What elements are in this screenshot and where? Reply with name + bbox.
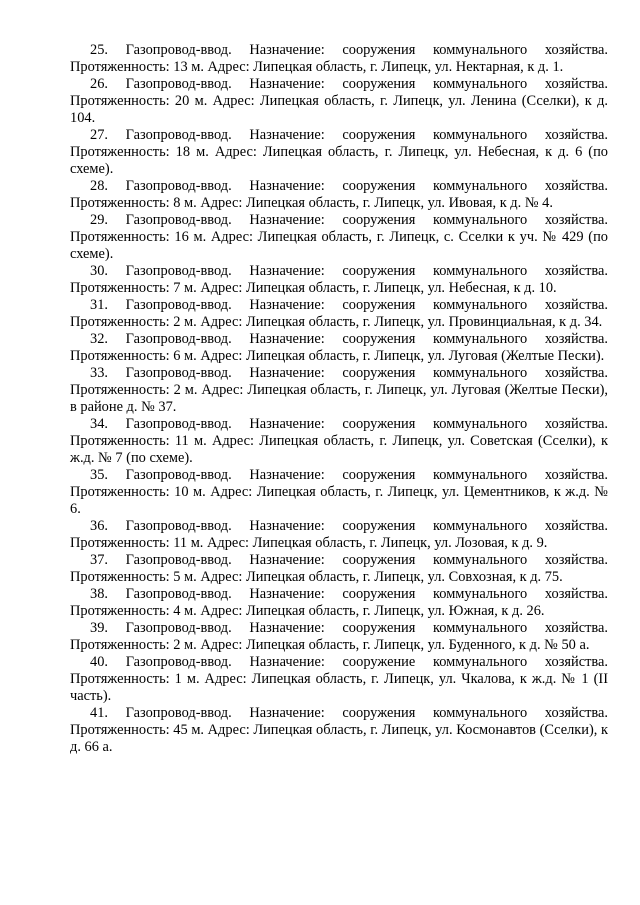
list-item: 25. Газопровод-ввод. Назначение: сооружения коммунального хозяйства. Протяженность: 13 м. Адрес: Липецкая область, г. Липецк, ул. Нектарная, к д. 1. <box>70 42 608 75</box>
list-item: 40. Газопровод-ввод. Назначение: сооружение коммунального хозяйства. Протяженность: 1 м. Адрес: Липецкая область, г. Липецк, ул. Чкалова, к ж.д. № 1 (II часть). <box>70 654 608 704</box>
list-item: 27. Газопровод-ввод. Назначение: сооружения коммунального хозяйства. Протяженность: 18 м. Адрес: Липецкая область, г. Липецк, ул. Небесная, к д. 6 (по схеме). <box>70 127 608 177</box>
list-item: 33. Газопровод-ввод. Назначение: сооружения коммунального хозяйства. Протяженность: 2 м. Адрес: Липецкая область, г. Липецк, ул. Луговая (Желтые Пески), в районе д. № 37. <box>70 365 608 415</box>
entry-list <box>70 42 608 756</box>
list-item: 31. Газопровод-ввод. Назначение: сооружения коммунального хозяйства. Протяженность: 2 м. Адрес: Липецкая область, г. Липецк, ул. Провинциальная, к д. 34. <box>70 297 608 330</box>
list-item: 38. Газопровод-ввод. Назначение: сооружения коммунального хозяйства. Протяженность: 4 м. Адрес: Липецкая область, г. Липецк, ул. Южная, к д. 26. <box>70 586 608 619</box>
list-item: 37. Газопровод-ввод. Назначение: сооружения коммунального хозяйства. Протяженность: 5 м. Адрес: Липецкая область, г. Липецк, ул. Совхозная, к д. 75. <box>70 552 608 585</box>
list-item: 29. Газопровод-ввод. Назначение: сооружения коммунального хозяйства. Протяженность: 16 м. Адрес: Липецкая область, г. Липецк, с. Сселки к уч. № 429 (по схеме). <box>70 212 608 262</box>
list-item: 36. Газопровод-ввод. Назначение: сооружения коммунального хозяйства. Протяженность: 11 м. Адрес: Липецкая область, г. Липецк, ул. Лозовая, к д. 9. <box>70 518 608 551</box>
list-item: 34. Газопровод-ввод. Назначение: сооружения коммунального хозяйства. Протяженность: 11 м. Адрес: Липецкая область, г. Липецк, ул. Советская (Сселки), к ж.д. № 7 (по схеме). <box>70 416 608 466</box>
list-item: 26. Газопровод-ввод. Назначение: сооружения коммунального хозяйства. Протяженность: 20 м. Адрес: Липецкая область, г. Липецк, ул. Ленина (Сселки), к д. 104. <box>70 76 608 126</box>
list-item: 39. Газопровод-ввод. Назначение: сооружения коммунального хозяйства. Протяженность: 2 м. Адрес: Липецкая область, г. Липецк, ул. Буденного, к д. № 50 а. <box>70 620 608 653</box>
list-item: 32. Газопровод-ввод. Назначение: сооружения коммунального хозяйства. Протяженность: 6 м. Адрес: Липецкая область, г. Липецк, ул. Луговая (Желтые Пески). <box>70 331 608 364</box>
list-item: 28. Газопровод-ввод. Назначение: сооружения коммунального хозяйства. Протяженность: 8 м. Адрес: Липецкая область, г. Липецк, ул. Ивовая, к д. № 4. <box>70 178 608 211</box>
list-item: 35. Газопровод-ввод. Назначение: сооружения коммунального хозяйства. Протяженность: 10 м. Адрес: Липецкая область, г. Липецк, ул. Цементников, к ж.д. № 6. <box>70 467 608 517</box>
list-item: 30. Газопровод-ввод. Назначение: сооружения коммунального хозяйства. Протяженность: 7 м. Адрес: Липецкая область, г. Липецк, ул. Небесная, к д. 10. <box>70 263 608 296</box>
list-item: 41. Газопровод-ввод. Назначение: сооружения коммунального хозяйства. Протяженность: 45 м. Адрес: Липецкая область, г. Липецк, ул. Космонавтов (Сселки), к д. 66 а. <box>70 705 608 755</box>
